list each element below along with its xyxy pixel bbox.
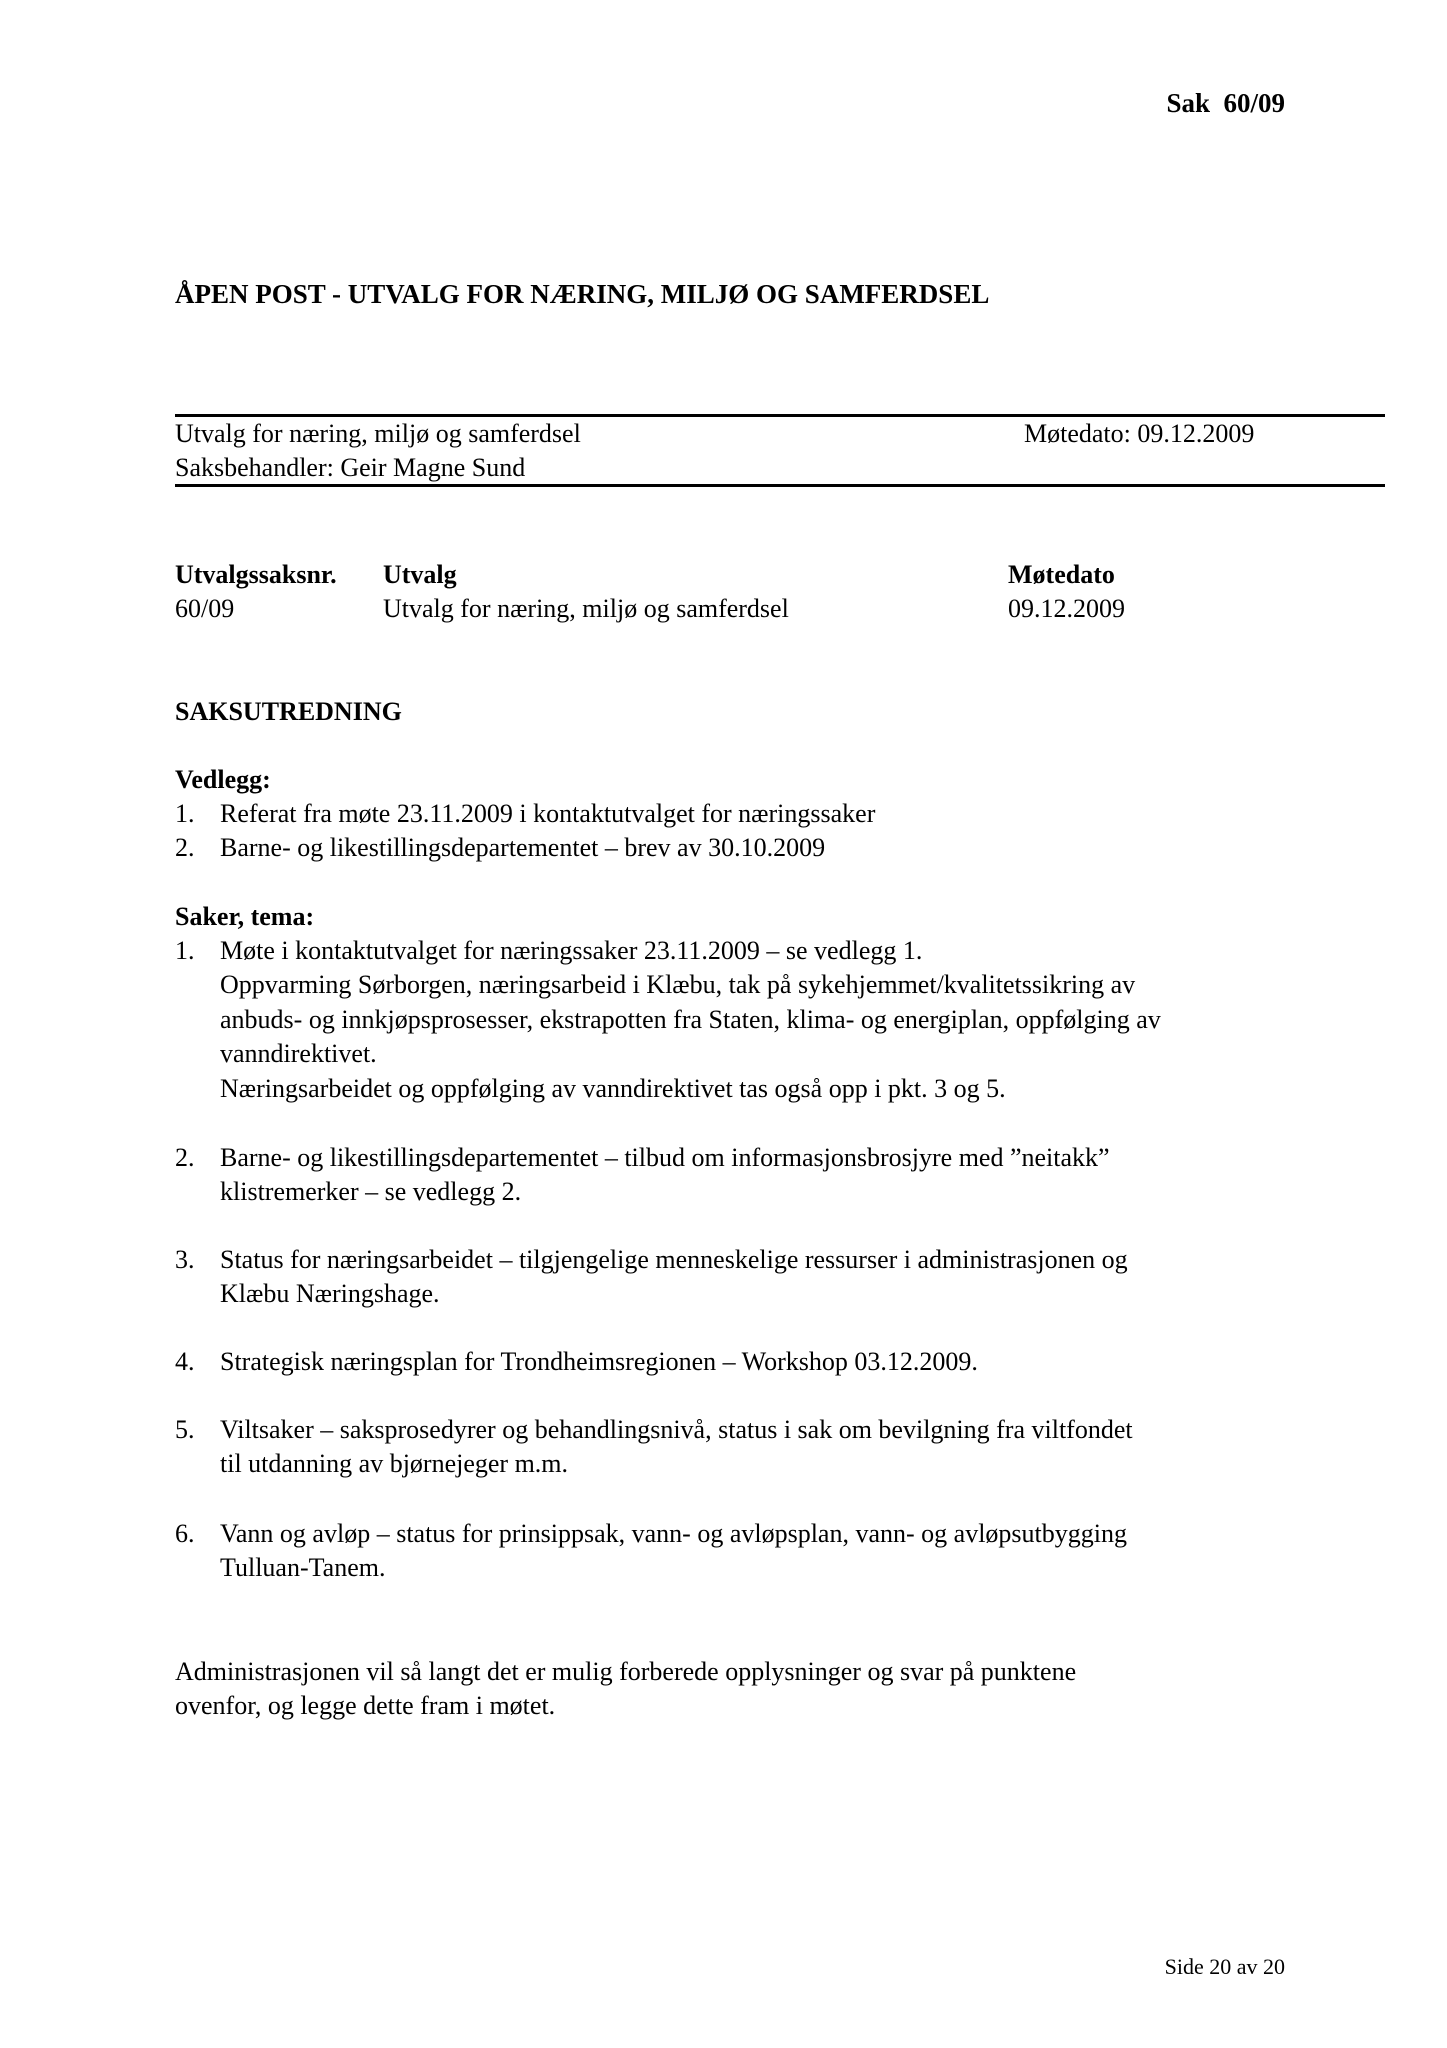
- list-item-number: 2.: [175, 1143, 195, 1172]
- case-officer: Saksbehandler: Geir Magne Sund: [175, 453, 526, 482]
- list-item-number: 4.: [175, 1347, 195, 1376]
- page-number: Side 20 av 20: [1164, 1954, 1285, 1979]
- cell-case-no: 60/09: [175, 594, 235, 623]
- section-title: SAKSUTREDNING: [175, 697, 402, 726]
- list-item-line: Oppvarming Sørborgen, næringsarbeid i Klæbu, tak på sykehjemmet/kvalitetssikring av: [220, 970, 1136, 999]
- document-title: ÅPEN POST - UTVALG FOR NÆRING, MILJØ OG SAMFERDSEL: [175, 279, 990, 309]
- closing-paragraph-line: Administrasjonen vil så langt det er mulig forberede opplysninger og svar på punktene: [175, 1657, 1077, 1686]
- list-item-line: anbuds- og innkjøpsprosesser, ekstrapotten fra Staten, klima- og energiplan, oppfølging av: [220, 1005, 1161, 1034]
- list-item-number: 2.: [175, 833, 195, 862]
- list-item: Barne- og likestillingsdepartementet – brev av 30.10.2009: [220, 833, 826, 862]
- col-header-date: Møtedato: [1008, 560, 1115, 589]
- list-item-number: 5.: [175, 1415, 195, 1444]
- list-item-line: klistremerker – se vedlegg 2.: [220, 1177, 522, 1206]
- list-item-line: Tulluan-Tanem.: [220, 1553, 386, 1582]
- list-item-line: Klæbu Næringshage.: [220, 1279, 440, 1308]
- col-header-case-no: Utvalgssaksnr.: [175, 560, 337, 589]
- list-item: Barne- og likestillingsdepartementet – tilbud om informasjonsbrosjyre med ”neitakk”: [220, 1143, 1110, 1172]
- bottom-rule: [175, 484, 1385, 487]
- cell-date: 09.12.2009: [1008, 594, 1125, 623]
- case-reference: Sak 60/09: [1166, 88, 1285, 118]
- list-item: Viltsaker – saksprosedyrer og behandlingsnivå, status i sak om bevilgning fra viltfondet: [220, 1415, 1133, 1444]
- list-item-line: Næringsarbeidet og oppfølging av vanndirektivet tas også opp i pkt. 3 og 5.: [220, 1074, 1006, 1103]
- committee-name: Utvalg for næring, miljø og samferdsel: [175, 419, 581, 448]
- list-item-line: til utdanning av bjørnejeger m.m.: [220, 1449, 569, 1478]
- topics-heading: Saker, tema:: [175, 902, 315, 931]
- list-item: Referat fra møte 23.11.2009 i kontaktutvalget for næringssaker: [220, 799, 876, 828]
- list-item-number: 1.: [175, 936, 195, 965]
- closing-paragraph-line: ovenfor, og legge dette fram i møtet.: [175, 1691, 556, 1720]
- list-item: Strategisk næringsplan for Trondheimsregionen – Workshop 03.12.2009.: [220, 1347, 978, 1376]
- list-item: Vann og avløp – status for prinsippsak, vann- og avløpsplan, vann- og avløpsutbygging: [220, 1519, 1127, 1548]
- cell-committee: Utvalg for næring, miljø og samferdsel: [383, 594, 789, 623]
- list-item: Status for næringsarbeidet – tilgjengelige menneskelige ressurser i administrasjonen og: [220, 1245, 1128, 1274]
- col-header-committee: Utvalg: [383, 560, 457, 589]
- list-item-number: 3.: [175, 1245, 195, 1274]
- list-item: Møte i kontaktutvalget for næringssaker 23.11.2009 – se vedlegg 1.: [220, 936, 923, 965]
- attachments-heading: Vedlegg:: [175, 765, 271, 794]
- list-item-line: vanndirektivet.: [220, 1039, 377, 1068]
- list-item-number: 6.: [175, 1519, 195, 1548]
- list-item-number: 1.: [175, 799, 195, 828]
- meeting-date: Møtedato: 09.12.2009: [1024, 419, 1255, 448]
